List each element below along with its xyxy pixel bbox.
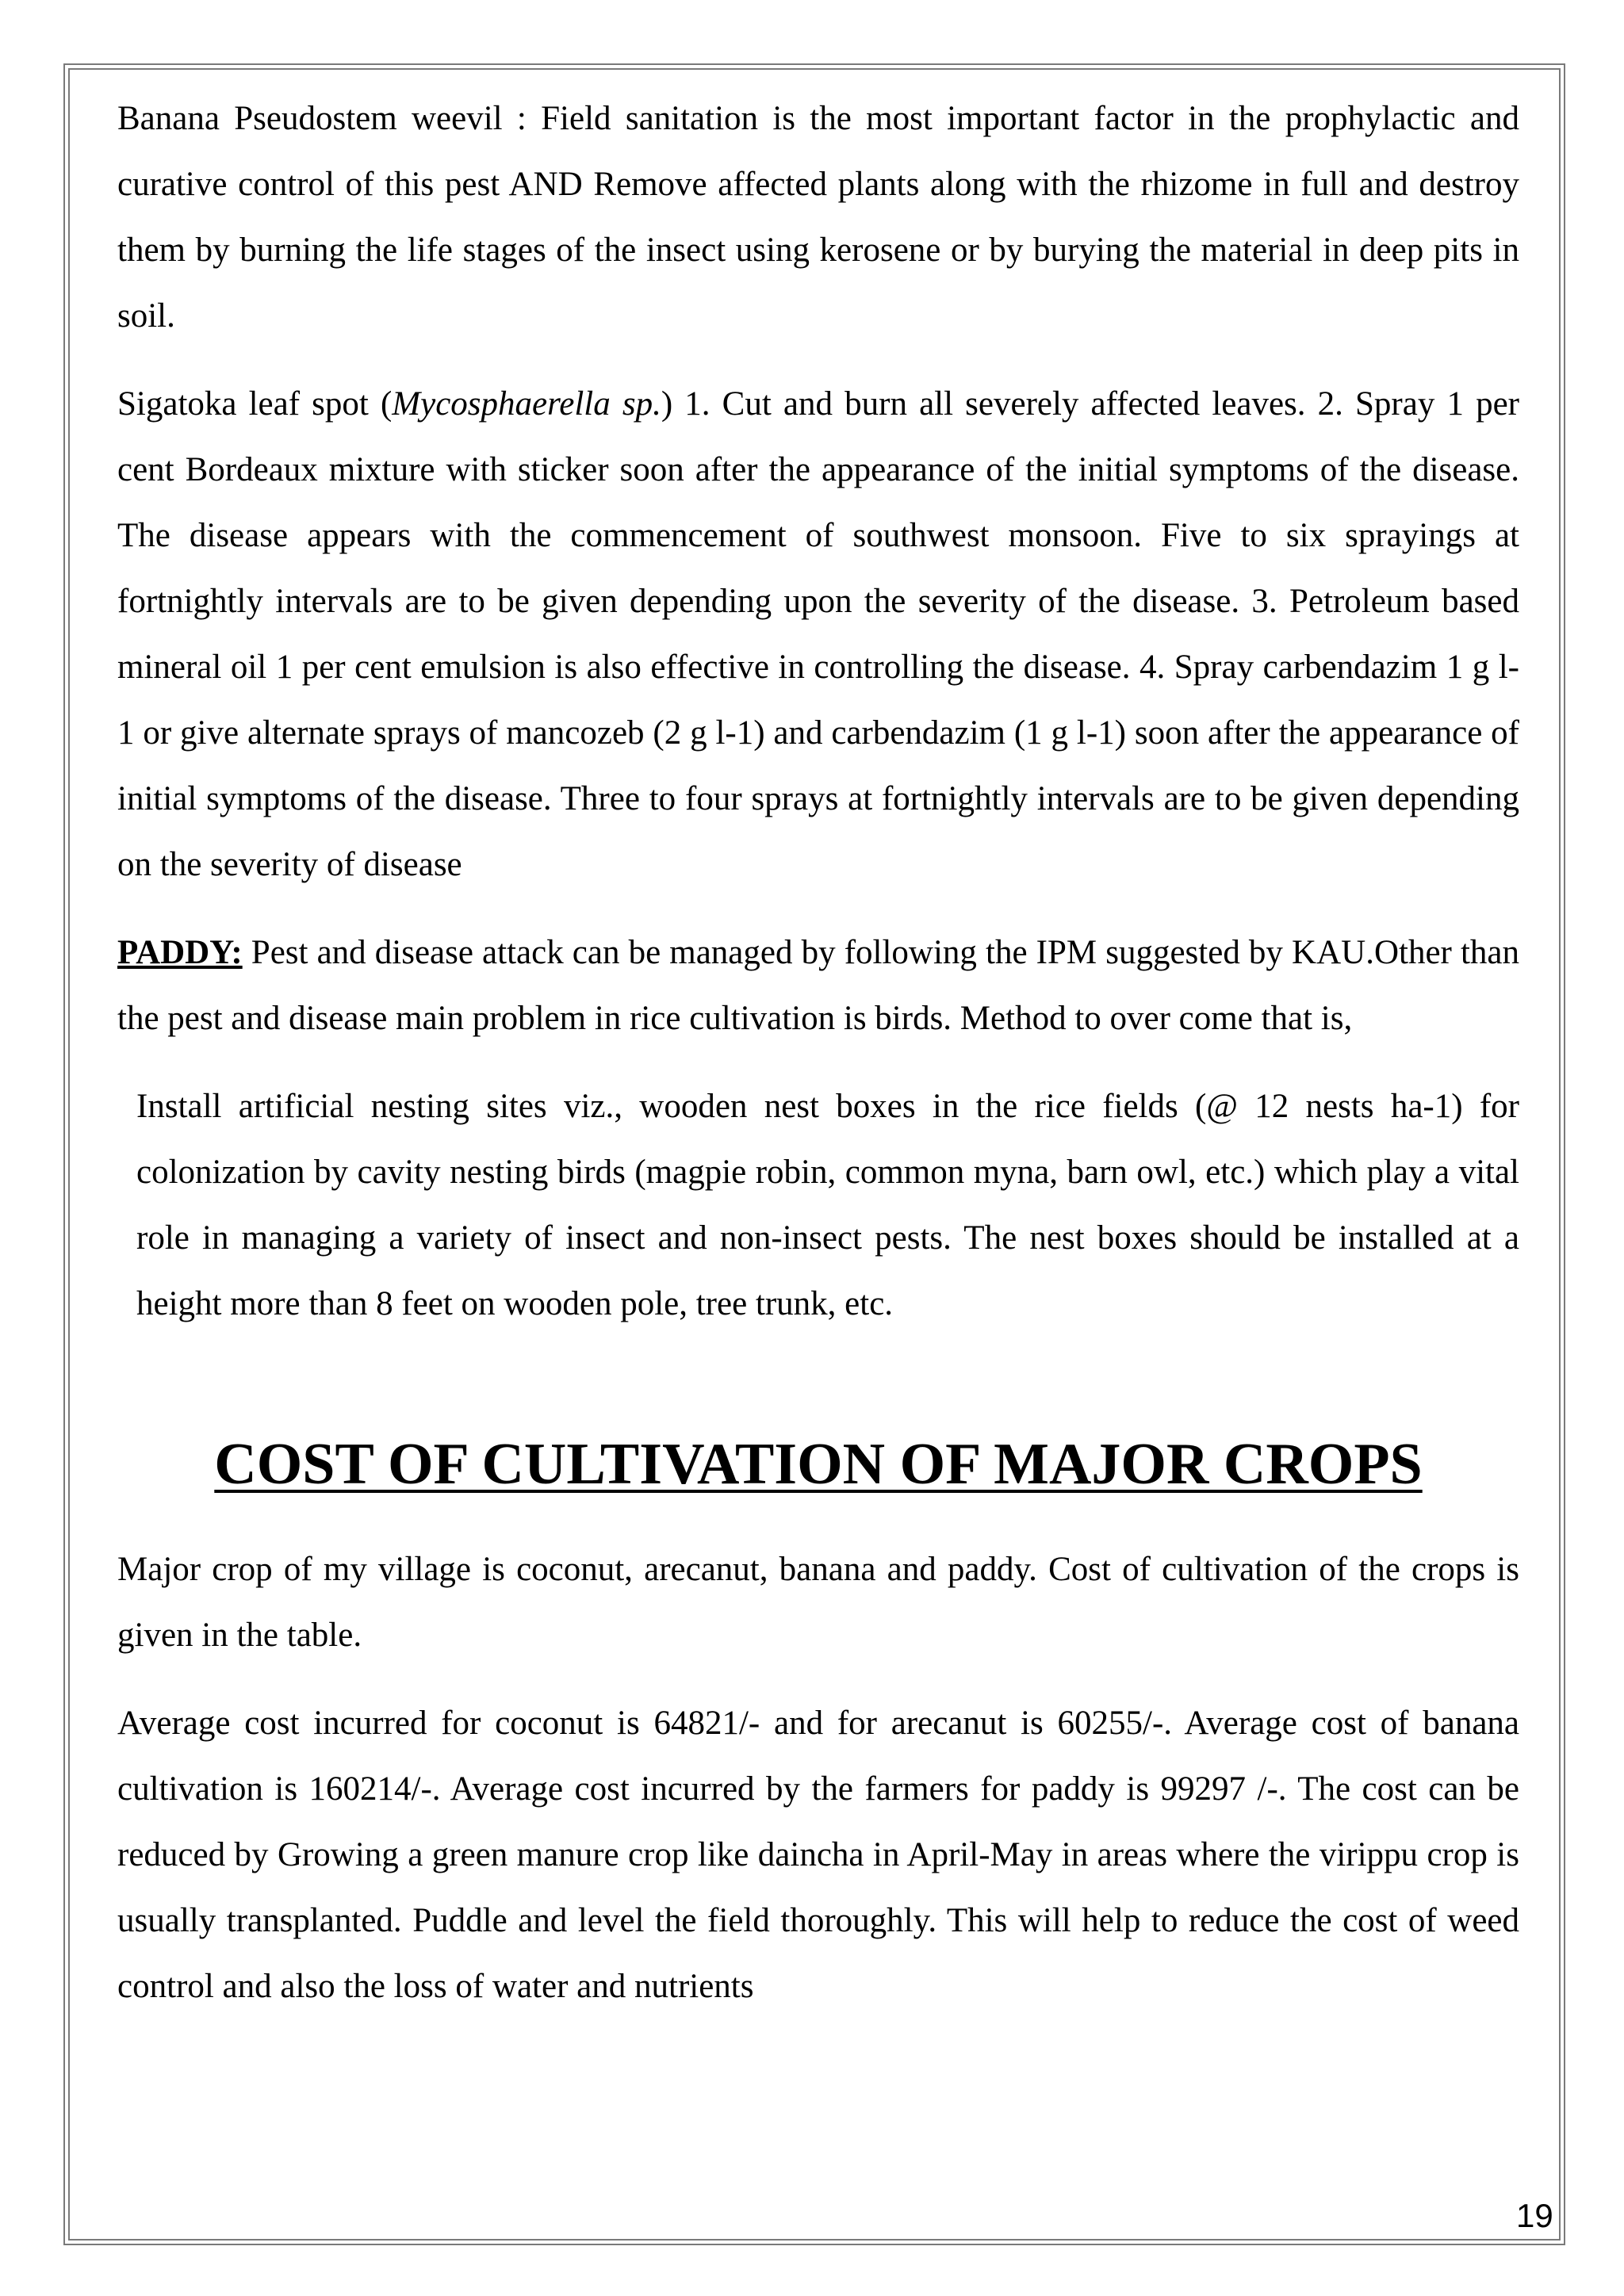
sigatoka-prefix: Sigatoka leaf spot ( [117, 385, 393, 423]
section-heading: COST OF CULTIVATION OF MAJOR CROPS [214, 1432, 1423, 1497]
paddy-paragraph [117, 920, 1519, 1051]
major-crops-paragraph: Major crop of my village is coconut, arecanut, banana and paddy. Cost of cultivation of the crops is given in the table. [117, 1551, 1519, 1654]
sigatoka-paragraph [117, 371, 1519, 897]
average-cost-paragraph: Average cost incurred for coconut is 64821/- and for arecanut is 60255/-. Average cost of banana cultivation is 160214/-. Average cost incurred by the farmers for paddy is 99297 /-. The cost can be reduced by Growing a green manure crop like daincha in April-May in areas where the virippu crop is usually transplanted. Puddle and level the field thoroughly. This will help to reduce the cost of weed control and also the loss of water and nutrients [117, 1705, 1519, 2005]
weevil-paragraph: Banana Pseudostem weevil : Field sanitation is the most important factor in the prophylactic and curative control of this pest AND Remove affected plants along with the rhizome in full and destroy them by burning the life stages of the insect using kerosene or by burying the material in deep pits in soil. [117, 100, 1519, 335]
page-content [117, 86, 1519, 2042]
paddy-body: Pest and disease attack can be managed by following the IPM suggested by KAU.Other than the pest and disease main problem in rice cultivation is birds. Method to over come that is, [117, 934, 1519, 1037]
sigatoka-species: Mycosphaerella sp. [392, 385, 661, 423]
nesting-paragraph: Install artificial nesting sites viz., wooden nest boxes in the rice fields (@ 12 nests ha-1) for colonization by cavity nesting birds (magpie robin, common myna, barn owl, etc.) which play a vital role in managing a variety of insect and non-insect pests. The nest boxes should be installed at a height more than 8 feet on wooden pole, tree trunk, etc. [136, 1088, 1519, 1322]
page-number: 19 [1516, 2197, 1553, 2234]
paddy-label: PADDY: [117, 934, 243, 971]
sigatoka-body: ) 1. Cut and burn all severely affected leaves. 2. Spray 1 per cent Bordeaux mixture with sticker soon after the appearance of the initial symptoms of the disease. The disease appears with the commencement of southwest monsoon. Five to six sprayings at fortnightly intervals are to be given depending upon the severity of the disease. 3. Petroleum based mineral oil 1 per cent emulsion is also effective in controlling the disease. 4. Spray carbendazim 1 g l-1 or give alternate sprays of mancozeb (2 g l-1) and carbendazim (1 g l-1) soon after the appearance of initial symptoms of the disease. Three to four sprays at fortnightly intervals are to be given depending on the severity of disease [117, 385, 1519, 883]
